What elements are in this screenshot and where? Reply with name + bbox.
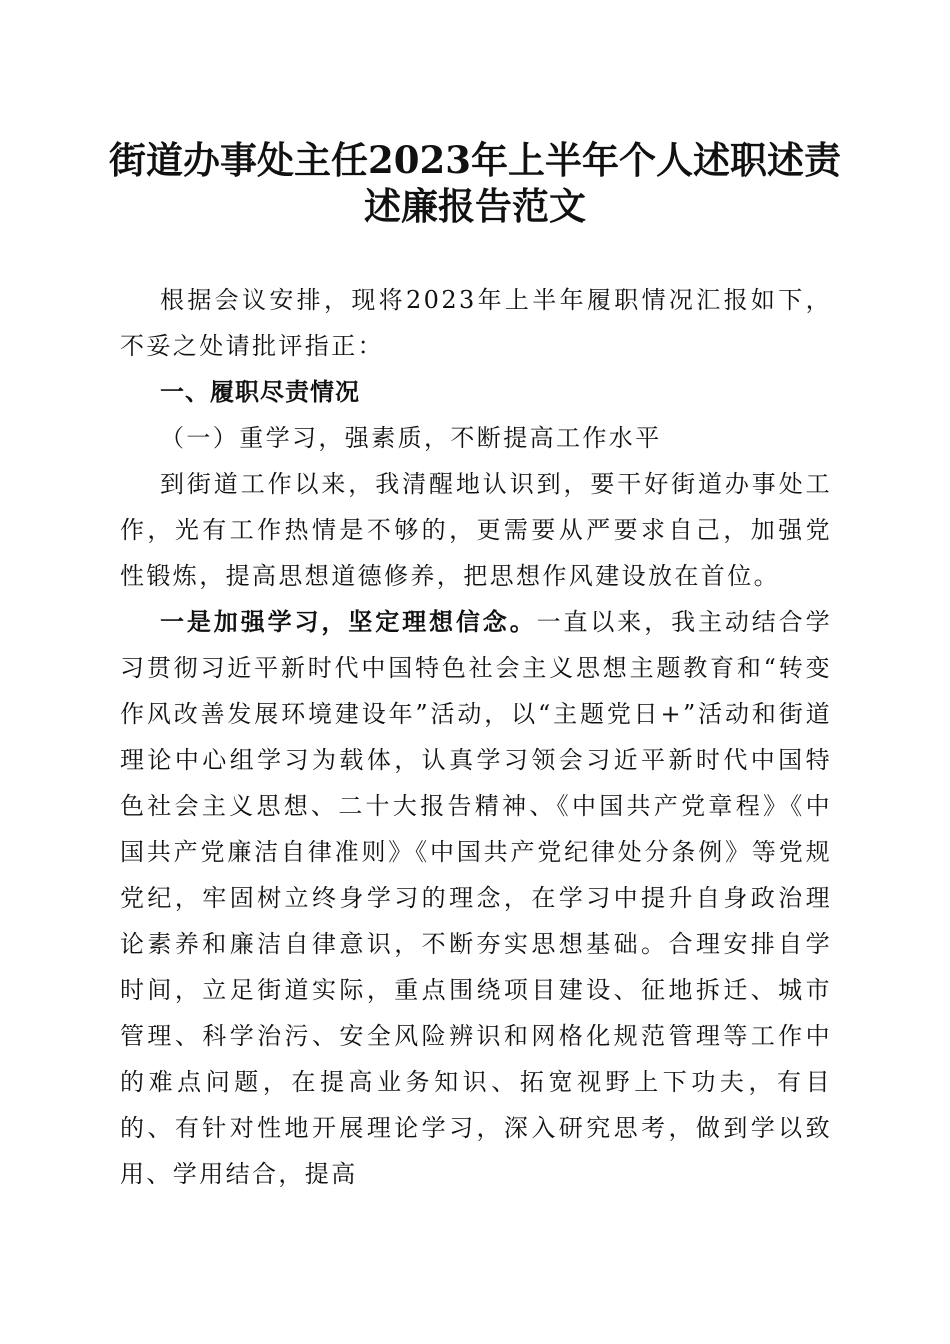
- section-heading: 一、履职尽责情况: [160, 377, 360, 406]
- subsection-heading: （一）重学习，强素质，不断提高工作水平: [160, 424, 662, 452]
- body-paragraph-1: 到街道工作以来，我清醒地认识到，要干好街道办事处工作，光有工作热情是不够的，更需要从严要求自己，加强党性锻炼，提高思想道德修养，把思想作风建设放在首位。: [120, 470, 832, 590]
- document-title-line-2: 述廉报告范文: [364, 184, 586, 228]
- paragraph-body-text: 一直以来，我主动结合学习贯彻习近平新时代中国特色社会主义思想主题教育和“转变作风改善发展环境建设年”活动，以“主题党日+”活动和街道理论中心组学习为载体，认真学习领会习近平新时代中国特色社会主义思想、二十大报告精神、《中国共产党章程》《中国共产党廉洁自律准则》《中国共产党纪律处分条例》等党规党纪，牢固树立终身学习的理念，在学习中提升自身政治理论素养和廉洁自律意识，不断夯实思想基础。合理安排自学时间，立足街道实际，重点围绕项目建设、征地拆迁、城市管理、科学治污、安全风险辨识和网格化规范管理等工作中的难点问题，在提高业务知识、拓宽视野上下功夫，有目的、有针对性地开展理论学习，深入研究思考，做到学以致用、学用结合，提高: [120, 608, 832, 1188]
- body-paragraph-2: [120, 599, 832, 1197]
- paragraph-lead-phrase: 一是加强学习，坚定理想信念。: [160, 607, 537, 636]
- intro-paragraph: 根据会议安排，现将2023年上半年履职情况汇报如下，不妥之处请批评指正：: [120, 286, 832, 360]
- document-body: [120, 277, 832, 1197]
- document-title-line-1: 街道办事处主任2023年上半年个人述职述责: [109, 138, 841, 182]
